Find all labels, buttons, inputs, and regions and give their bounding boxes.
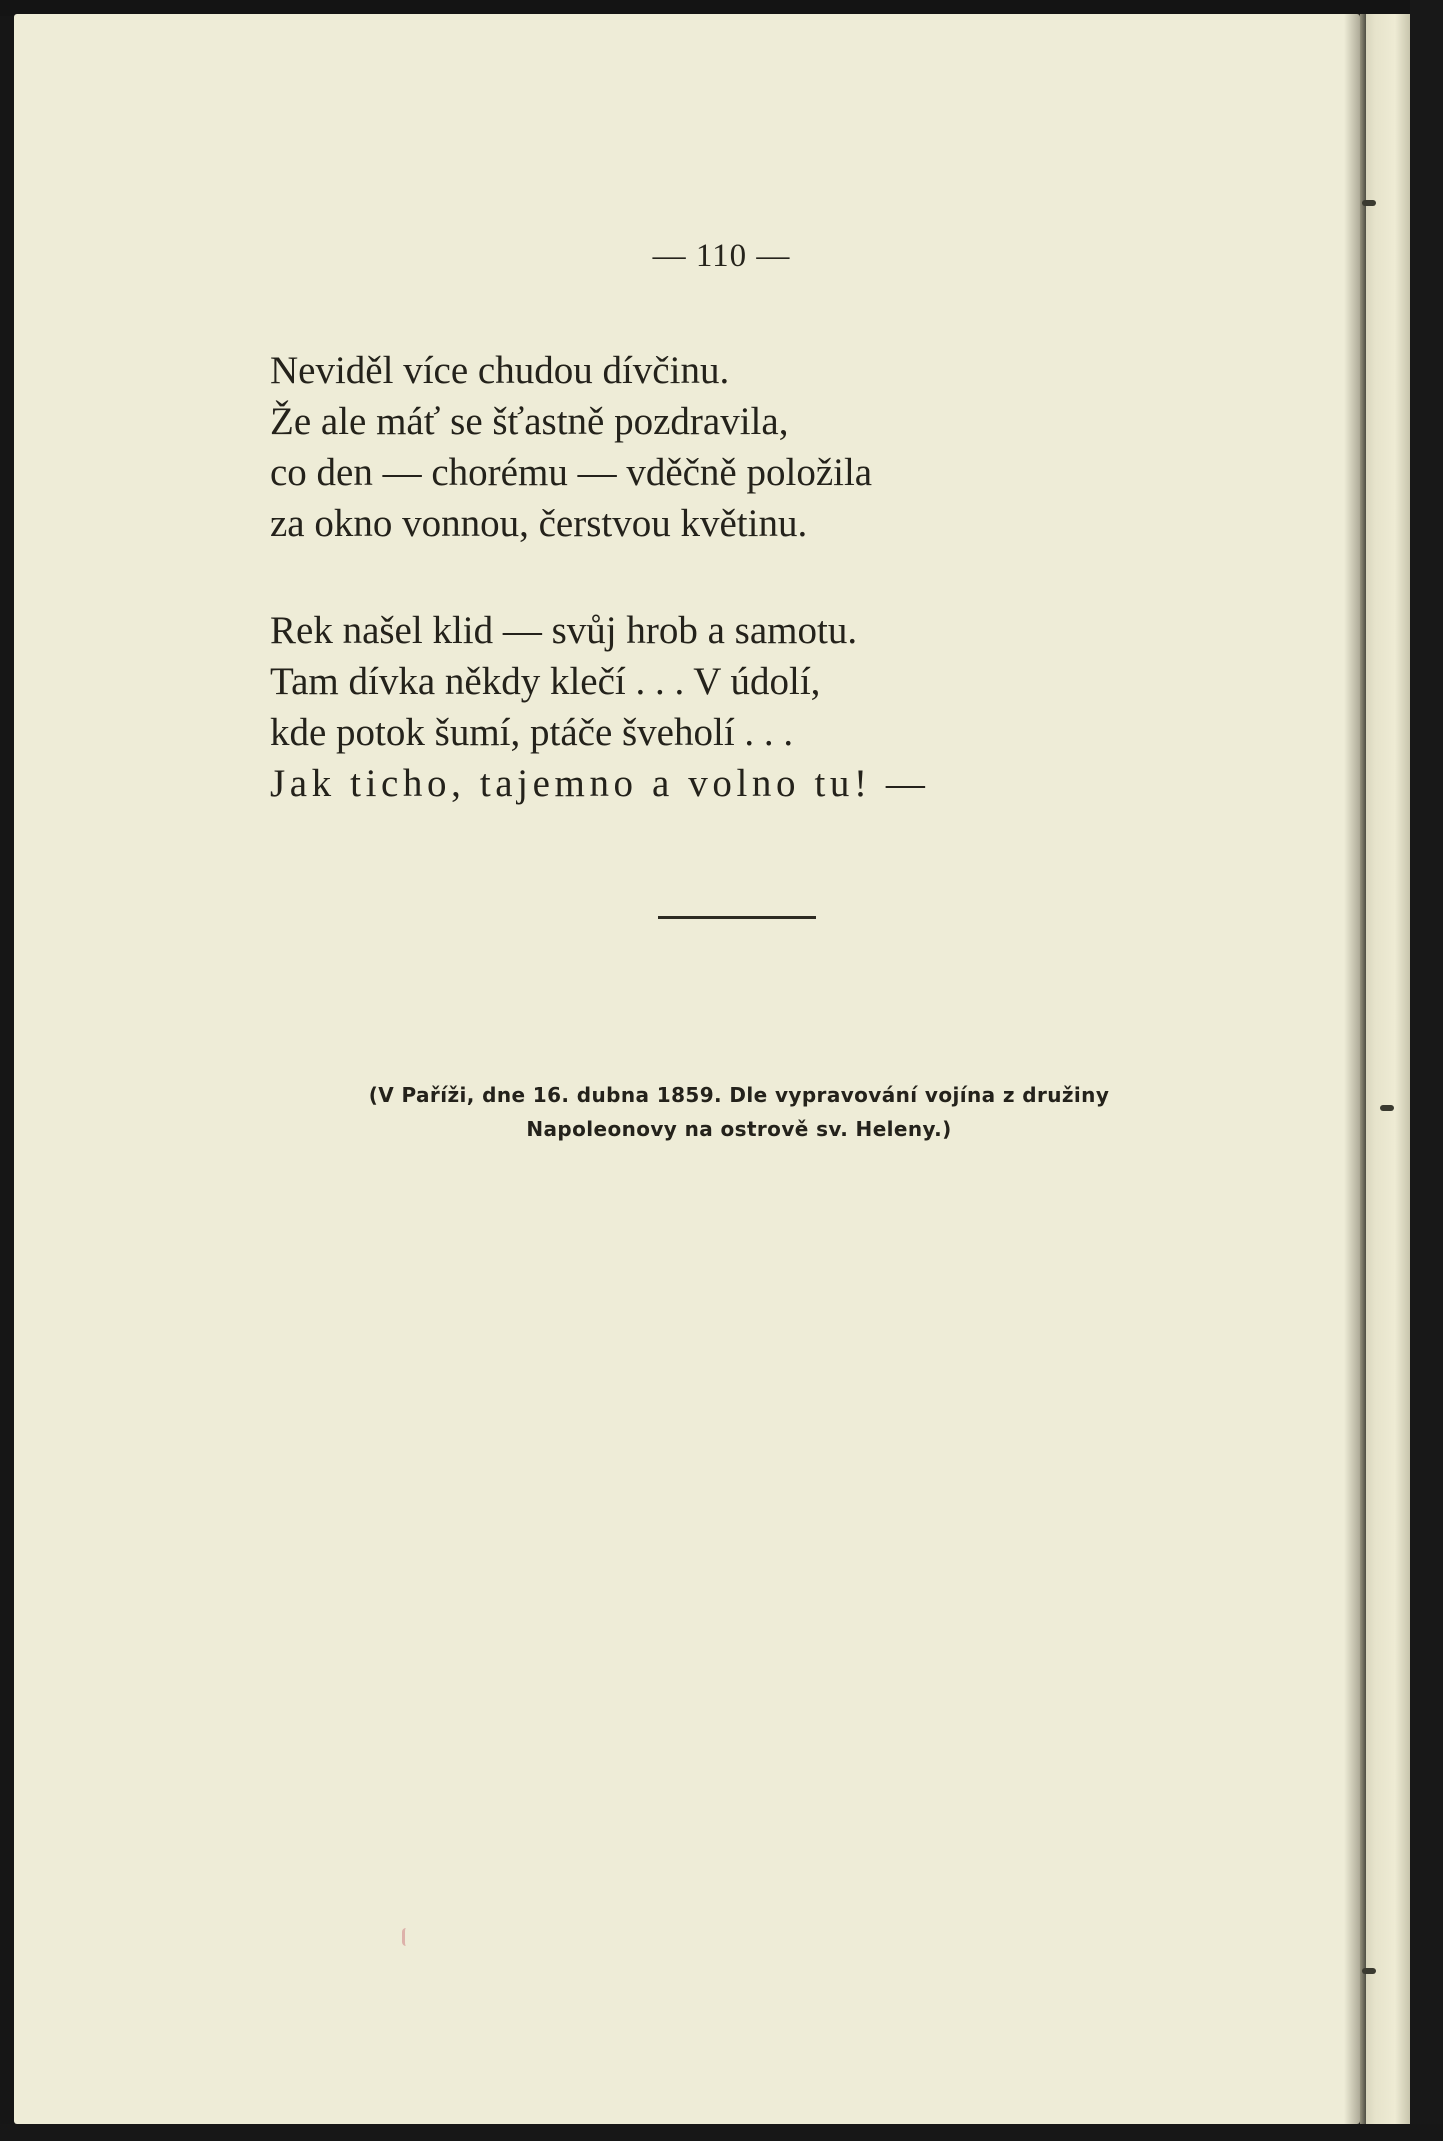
verse-line: kde potok šumí, ptáče šveholí . . . [270, 711, 794, 754]
book-page [14, 14, 1360, 2124]
verse-line: Tam dívka někdy klečí . . . V údolí, [270, 660, 821, 703]
verse-line: Rek našel klid — svůj hrob a samotu. [270, 609, 858, 652]
verse-line: Jak ticho, tajemno a volno tu! — [270, 762, 930, 805]
scan-border-right [1410, 0, 1443, 2141]
verse-line: Že ale máť se šťastně pozdravila, [270, 400, 789, 443]
stray-ink-mark [402, 1928, 413, 1946]
adjacent-page-edge [1360, 14, 1410, 2124]
section-rule [658, 916, 816, 919]
poem-stanza [270, 605, 930, 809]
footnote [0, 1078, 1443, 1146]
footnote-line: Napoleonovy na ostrově sv. Heleny.) [526, 1117, 952, 1141]
footnote-line: (V Paříži, dne 16. dubna 1859. Dle vypravování vojína z družiny [368, 1083, 1110, 1107]
verse-line: za okno vonnou, čerstvou květinu. [270, 502, 808, 545]
page-edge-mark [1362, 200, 1376, 206]
gutter-shadow [1344, 14, 1366, 2124]
poem-stanza [270, 345, 872, 549]
page-edge-mark [1362, 1968, 1376, 1974]
page-number: — 110 — [652, 238, 791, 274]
verse-line: Neviděl více chudou dívčinu. [270, 349, 730, 392]
scan-border-bottom [0, 2124, 1443, 2141]
verse-line: co den — chorému — vděčně položila [270, 451, 873, 494]
